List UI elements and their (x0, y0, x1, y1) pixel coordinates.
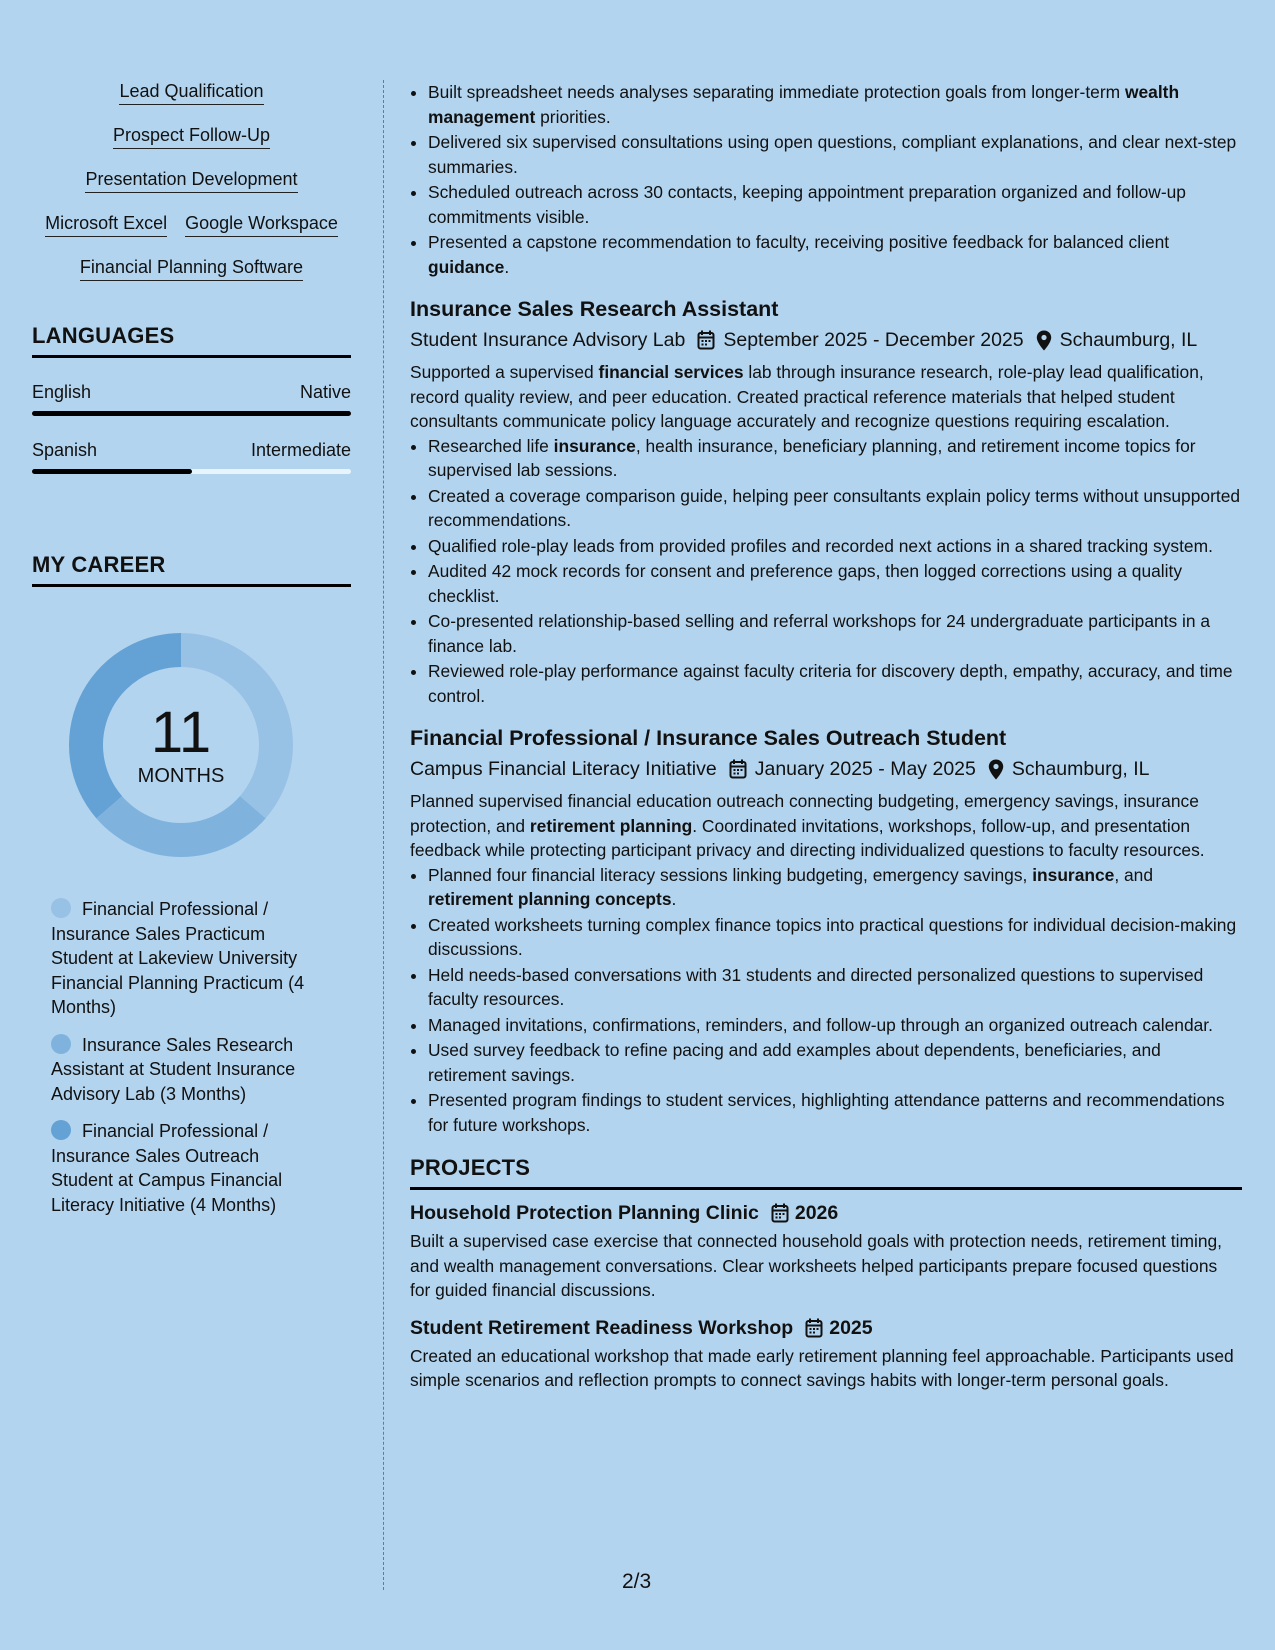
project-title-row (410, 1315, 1242, 1341)
legend-label: Financial Professional / Insurance Sales Outreach Student at Campus Financial Literacy Initiative (4 Months) (51, 1121, 283, 1215)
project-year: 2026 (794, 1202, 839, 1224)
job-organization: Student Insurance Advisory Lab (410, 329, 686, 351)
skill-tag: Financial Planning Software (80, 256, 303, 281)
job-title: Financial Professional / Insurance Sales Outreach Student (410, 726, 1007, 750)
bullet-item: • Presented program findings to student services, highlighting attendance patterns and recommendations for future workshops. (428, 1088, 1242, 1137)
career-legend (51, 897, 321, 1217)
text: Planned four financial literacy sessions linking budgeting, emergency savings, (428, 864, 1033, 885)
text: . Coordinated invitations, workshops, follow-up, and presentation feedback while protecting participant privacy and directing individualized questions to faculty resources. (410, 815, 1205, 860)
text: . (504, 256, 510, 277)
calendar-icon (771, 1203, 789, 1223)
bold-text: wealth management (428, 82, 1180, 127)
bullet-item (428, 863, 1242, 912)
career-donut-chart (65, 629, 297, 861)
text: , and (1114, 864, 1154, 885)
project-year: 2025 (829, 1316, 873, 1339)
language-proficiency-fill (32, 411, 351, 416)
legend-label: Insurance Sales Research Assistant at Student Insurance Advisory Lab (3 Months) (51, 1034, 296, 1104)
job-bullets (410, 434, 1242, 709)
column-divider (383, 80, 384, 1590)
legend-dot (51, 1034, 71, 1054)
location-pin-icon (1036, 330, 1052, 351)
bullet-item: • Scheduled outreach across 30 contacts, keeping appointment preparation organized and follow-up commitments visible. (428, 180, 1242, 229)
projects-heading: PROJECTS (410, 1155, 1242, 1190)
text: , health insurance, beneficiary planning, and retirement income topics for supervised lab sessions. (428, 435, 1196, 480)
language-level: Native (299, 382, 351, 402)
project-title-row (410, 1200, 1242, 1226)
text: Built spreadsheet needs analyses separating immediate protection goals from longer-term (428, 82, 1125, 102)
text: lab through insurance research, role-play lead qualification, record quality review, and peer education. Created practical reference materials that helped student consultants communicate policy language accurately and recognize questions requiring escalation. (410, 362, 1204, 431)
skill-tag: Prospect Follow-Up (113, 124, 270, 149)
bullet-item: • Co-presented relationship-based selling and referral workshops for 24 undergraduate participants in a finance lab. (428, 609, 1242, 658)
bullet-item: • Reviewed role-play performance against faculty criteria for discovery depth, empathy, accuracy, and time control. (428, 659, 1242, 708)
text: Supported a supervised (410, 362, 599, 382)
bullet-item (428, 434, 1242, 483)
language-item (32, 440, 351, 474)
language-proficiency-bar (32, 469, 351, 474)
job-meta (410, 327, 1242, 353)
bold-text: guidance (428, 256, 505, 277)
project-title: Household Protection Planning Clinic (410, 1202, 759, 1224)
project-description: Built a supervised case exercise that connected household goals with protection needs, retirement timing, and wealth management conversations. Clear worksheets helped participants prepare focused questions for guided financial discussions. (410, 1231, 1223, 1300)
bullet-item: • Qualified role-play leads from provided profiles and recorded next actions in a shared tracking system. (428, 534, 1242, 559)
bullet-item (428, 230, 1242, 279)
legend-item (51, 897, 321, 1020)
career-heading: MY CAREER (32, 552, 351, 587)
languages-heading: LANGUAGES (32, 323, 351, 358)
bullet-item: • Created a coverage comparison guide, helping peer consultants explain policy terms without unsupported recommendations. (428, 484, 1242, 533)
bullet-item: • Held needs-based conversations with 31 students and directed personalized questions to supervised faculty resources. (428, 963, 1242, 1012)
location-pin-icon (988, 759, 1004, 780)
calendar-icon (729, 759, 747, 779)
job-dates: January 2025 - May 2025 (754, 758, 976, 780)
legend-label: Financial Professional / Insurance Sales Practicum Student at Lakeview University Financial Planning Practicum (4 Months) (51, 899, 305, 1017)
legend-dot (51, 1120, 71, 1140)
career-total-unit: MONTHS (137, 764, 225, 787)
career-total-number: 11 (150, 699, 212, 765)
job-title: Insurance Sales Research Assistant (410, 297, 779, 321)
calendar-icon (805, 1318, 823, 1338)
main-content (410, 80, 1242, 1393)
skills-list (32, 80, 351, 281)
language-item (32, 382, 351, 416)
bullet-item: • Created worksheets turning complex finance topics into practical questions for individual decision-making discussions. (428, 913, 1242, 962)
skill-tag: Microsoft Excel (45, 212, 167, 237)
bold-text: retirement planning concepts (428, 889, 672, 909)
bullet-item (428, 80, 1242, 129)
language-proficiency-fill (32, 469, 192, 474)
calendar-icon (697, 330, 715, 350)
skill-tag: Lead Qualification (119, 80, 263, 105)
previous-job-bullets (410, 80, 1242, 279)
skill-tag: Google Workspace (185, 212, 338, 237)
job-dates: September 2025 - December 2025 (723, 329, 1024, 351)
job-description (410, 360, 1242, 434)
job-meta (410, 756, 1242, 782)
language-proficiency-bar (32, 411, 351, 416)
legend-item (51, 1033, 321, 1107)
bullet-item: • Managed invitations, confirmations, reminders, and follow-up through an organized outreach calendar. (428, 1013, 1242, 1038)
bold-text: insurance (1032, 864, 1115, 885)
bullet-item: • Audited 42 mock records for consent and preference gaps, then logged corrections using a quality checklist. (428, 559, 1242, 608)
sidebar (32, 80, 351, 1230)
language-name: Spanish (32, 440, 98, 460)
text: Presented a capstone recommendation to faculty, receiving positive feedback for balanced client (428, 232, 1170, 252)
bold-text: insurance (553, 435, 636, 456)
bold-text: retirement planning (529, 815, 693, 836)
bullet-item: • Delivered six supervised consultations using open questions, compliant explanations, and clear next-step summaries. (428, 130, 1242, 179)
legend-dot (51, 898, 71, 918)
job-description (410, 789, 1242, 863)
skill-tag: Presentation Development (85, 168, 297, 193)
text: Researched life (428, 435, 554, 456)
language-level: Intermediate (250, 440, 351, 460)
language-name: English (32, 382, 92, 402)
job-bullets (410, 863, 1242, 1138)
job-organization: Campus Financial Literacy Initiative (410, 758, 717, 780)
bold-text: financial services (598, 362, 744, 382)
project-title: Student Retirement Readiness Workshop (410, 1316, 794, 1339)
job-location: Schaumburg, IL (1011, 758, 1150, 780)
donut-center (65, 629, 297, 861)
text: priorities. (535, 106, 611, 127)
text: Planned supervised financial education outreach connecting budgeting, emergency savings, insurance protection, and (410, 791, 1199, 836)
job-location: Schaumburg, IL (1059, 329, 1198, 351)
page-number: 2/3 (622, 1570, 652, 1593)
project-description: Created an educational workshop that made early retirement planning feel approachable. Participants used simple scenarios and reflection prompts to connect savings habits with longer-term personal goals. (410, 1345, 1234, 1390)
bullet-item: • Used survey feedback to refine pacing and add examples about dependents, beneficiaries, and retirement savings. (428, 1038, 1242, 1087)
legend-item (51, 1119, 321, 1217)
text: . (671, 889, 677, 909)
